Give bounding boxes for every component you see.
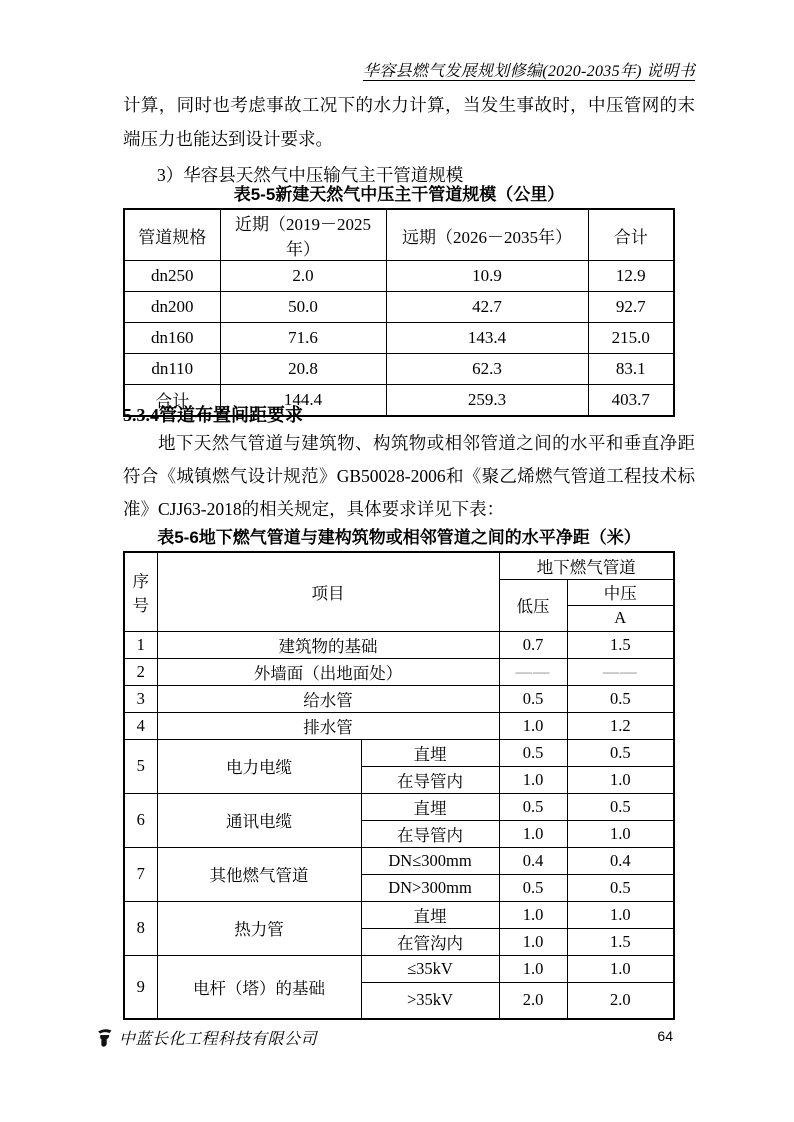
sub-item-cell: 在导管内 (361, 766, 499, 793)
table-cell: 12.9 (588, 261, 674, 292)
sub-item-cell: ≤35kV (361, 955, 499, 982)
table-row (124, 323, 674, 354)
numbered-list-item: 3）华容县天然气中压输气主干管道规模 (157, 165, 464, 185)
mid-pressure-cell: 2.0 (567, 982, 674, 1019)
mid-pressure-cell: 1.5 (567, 928, 674, 955)
table-cell: 143.4 (386, 323, 588, 354)
table-row (124, 631, 674, 658)
table-cell: dn250 (124, 261, 220, 292)
row-number-cell: 2 (124, 658, 157, 685)
sub-item-cell: 直埋 (361, 739, 499, 766)
table-header-cell: 项目 (157, 552, 499, 631)
low-pressure-cell: 1.0 (499, 820, 567, 847)
table-header-cell: 远期（2026－2035年） (386, 209, 588, 261)
table-cell: 403.7 (588, 385, 674, 416)
item-cell: 排水管 (157, 712, 499, 739)
table-cell: 2.0 (220, 261, 386, 292)
sub-item-cell: >35kV (361, 982, 499, 1019)
table-cell: 259.3 (386, 385, 588, 416)
item-cell: 其他燃气管道 (157, 847, 361, 901)
low-pressure-cell: 0.5 (499, 874, 567, 901)
mid-pressure-cell: 0.5 (567, 685, 674, 712)
row-number-cell: 4 (124, 712, 157, 739)
sub-item-cell: 在管沟内 (361, 928, 499, 955)
item-cell: 通讯电缆 (157, 793, 361, 847)
sub-item-cell: DN>300mm (361, 874, 499, 901)
mid-pressure-cell: 1.0 (567, 955, 674, 982)
low-pressure-cell: 2.0 (499, 982, 567, 1019)
table-header-cell: 中压 (567, 579, 674, 605)
table-header-row (124, 552, 674, 579)
table-5-6-title: 表5-6地下燃气管道与建构筑物或相邻管道之间的水平净距（米） (157, 528, 641, 547)
mid-pressure-cell: 1.2 (567, 712, 674, 739)
company-logo-icon (96, 1028, 113, 1048)
page-header-title: 华容县燃气发展规划修编(2020-2035年) 说明书 (362, 63, 695, 80)
table-cell: dn110 (124, 354, 220, 385)
table-header-cell: 近期（2019－2025年） (220, 209, 386, 261)
table-5-5-title: 表5-5新建天然气中压主干管道规模（公里） (233, 185, 565, 204)
table-row (124, 685, 674, 712)
table-cell: 50.0 (220, 292, 386, 323)
sub-item-cell: DN≤300mm (361, 847, 499, 874)
mid-pressure-cell: 1.0 (567, 901, 674, 928)
table-cell: 10.9 (386, 261, 588, 292)
item-cell: 电力电缆 (157, 739, 361, 793)
low-pressure-cell: 0.7 (499, 631, 567, 658)
page-number: 64 (657, 1028, 673, 1044)
table-cell: 62.3 (386, 354, 588, 385)
table-cell: 71.6 (220, 323, 386, 354)
low-pressure-cell: 1.0 (499, 766, 567, 793)
row-number-cell: 7 (124, 847, 157, 901)
table-row (124, 292, 674, 323)
table-header-row (124, 209, 674, 261)
table-row (124, 739, 674, 766)
low-pressure-cell: 0.5 (499, 739, 567, 766)
table-cell: 215.0 (588, 323, 674, 354)
item-cell: 建筑物的基础 (157, 631, 499, 658)
table-5-5 (123, 208, 675, 417)
sub-item-cell: 直埋 (361, 793, 499, 820)
low-pressure-cell: 0.5 (499, 685, 567, 712)
item-cell: 热力管 (157, 901, 361, 955)
low-pressure-cell: 0.5 (499, 793, 567, 820)
row-number-cell: 3 (124, 685, 157, 712)
row-number-cell: 1 (124, 631, 157, 658)
sub-item-cell: 在导管内 (361, 820, 499, 847)
table-cell: 合计 (124, 385, 220, 416)
table-header-cell: 管道规格 (124, 209, 220, 261)
table-row (124, 793, 674, 820)
page-footer (96, 1026, 317, 1049)
table-header-cell: 序号 (124, 552, 157, 631)
mid-pressure-cell: 1.0 (567, 766, 674, 793)
row-number-cell: 9 (124, 955, 157, 1019)
table-cell: 83.1 (588, 354, 674, 385)
item-cell: 给水管 (157, 685, 499, 712)
table-header-cell: A (567, 605, 674, 631)
mid-pressure-cell: 0.5 (567, 739, 674, 766)
mid-pressure-cell: —— (567, 658, 674, 685)
low-pressure-cell: 1.0 (499, 901, 567, 928)
sub-item-cell: 直埋 (361, 901, 499, 928)
item-cell: 外墙面（出地面处） (157, 658, 499, 685)
footer-company-name: 中蓝长化工程科技有限公司 (119, 1031, 318, 1048)
table-row (124, 955, 674, 982)
section-title: 管道布置间距要求 (159, 405, 303, 425)
table-row (124, 712, 674, 739)
paragraph-spacing-requirements: 地下天然气管道与建筑物、构筑物或相邻管道之间的水平和垂直净距符合《城镇燃气设计规范》GB50028-2006和《聚乙烯燃气管道工程技术标准》CJJ63-2018的相关规定，具体要求详见下表： (123, 433, 695, 519)
table-row (124, 658, 674, 685)
low-pressure-cell: 1.0 (499, 955, 567, 982)
table-row (124, 847, 674, 874)
low-pressure-cell: —— (499, 658, 567, 685)
table-cell: 20.8 (220, 354, 386, 385)
mid-pressure-cell: 0.4 (567, 847, 674, 874)
row-number-cell: 6 (124, 793, 157, 847)
mid-pressure-cell: 1.5 (567, 631, 674, 658)
table-row (124, 354, 674, 385)
section-number: 5.3.4 (123, 405, 159, 425)
section-heading (123, 403, 695, 427)
mid-pressure-cell: 0.5 (567, 793, 674, 820)
table-cell: dn200 (124, 292, 220, 323)
table-row (124, 261, 674, 292)
item-cell: 电杆（塔）的基础 (157, 955, 361, 1019)
table-header-cell: 低压 (499, 579, 567, 631)
table-row (124, 901, 674, 928)
row-number-cell: 8 (124, 901, 157, 955)
table-cell: 42.7 (386, 292, 588, 323)
row-number-cell: 5 (124, 739, 157, 793)
low-pressure-cell: 1.0 (499, 712, 567, 739)
table-5-6 (123, 551, 675, 1020)
table-cell: 144.4 (220, 385, 386, 416)
paragraph-continuation: 计算，同时也考虑事故工况下的水力计算，当发生事故时，中压管网的末端压力也能达到设计要求。 (123, 95, 695, 149)
table-header-cell: 合计 (588, 209, 674, 261)
table-header-cell: 地下燃气管道 (499, 552, 674, 579)
table-cell: 92.7 (588, 292, 674, 323)
low-pressure-cell: 1.0 (499, 928, 567, 955)
table-cell: dn160 (124, 323, 220, 354)
low-pressure-cell: 0.4 (499, 847, 567, 874)
mid-pressure-cell: 1.0 (567, 820, 674, 847)
mid-pressure-cell: 0.5 (567, 874, 674, 901)
